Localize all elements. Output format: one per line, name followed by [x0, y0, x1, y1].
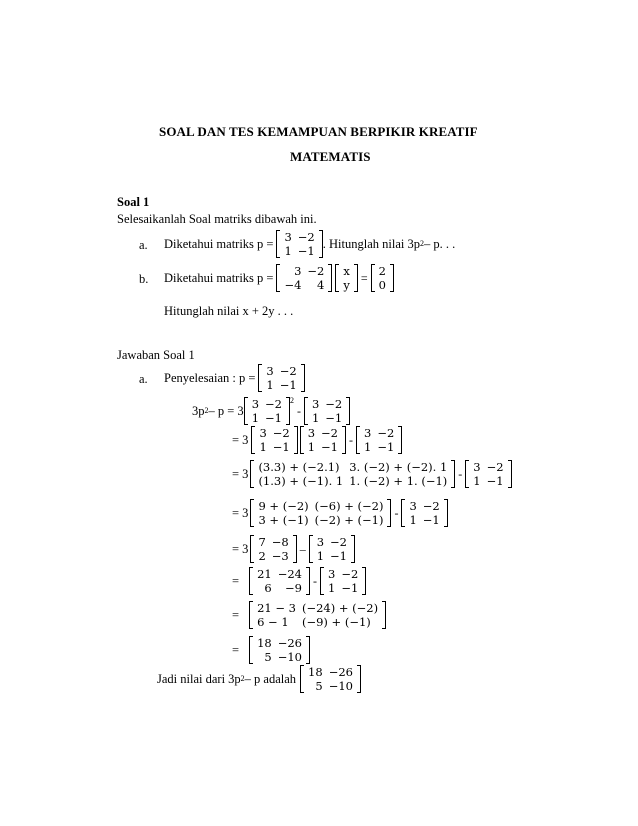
matrix-cell: 1: [316, 549, 325, 563]
matrix: [250, 460, 455, 488]
matrix-cell: −2: [272, 426, 290, 440]
conclusion-rest: – p adalah: [244, 672, 297, 686]
matrix-left-bracket: [401, 499, 405, 527]
equals-3: = 3: [232, 467, 249, 481]
matrix-left-bracket: [250, 535, 254, 563]
matrix-body: [254, 567, 305, 595]
item-b-question: Hitunglah nilai x + 2y . . .: [164, 304, 294, 318]
matrix-body: [281, 264, 327, 292]
matrix: [465, 460, 511, 488]
matrix-right-bracket: [390, 264, 394, 292]
matrix: [320, 567, 366, 595]
matrix-body: [309, 397, 345, 425]
matrix-cell: −2: [422, 499, 440, 513]
matrix-left-bracket: [249, 567, 253, 595]
matrix-cell: −2: [297, 230, 315, 244]
matrix-left-bracket: [465, 460, 469, 488]
answer-line-6: [232, 565, 366, 597]
matrix-right-bracket: [398, 426, 402, 454]
matrix-cell: 2: [258, 549, 266, 563]
matrix-cell: (−6) + (−2): [314, 499, 384, 513]
equals-sign: =: [360, 271, 368, 285]
matrix: [304, 397, 350, 425]
matrix: [356, 426, 402, 454]
matrix-body: [263, 364, 299, 392]
matrix-right-bracket: [293, 535, 297, 563]
matrix-cell: 1: [409, 513, 417, 527]
matrix-cell: 1: [259, 440, 267, 454]
matrix-cell: y: [343, 278, 350, 292]
matrix-cell: −9: [285, 581, 302, 595]
matrix-cell: 1: [327, 581, 336, 595]
answer-line-3: [232, 457, 512, 491]
item-b-line: [164, 262, 394, 294]
matrix: [244, 397, 290, 425]
matrix-cell: 1: [284, 244, 292, 258]
matrix-left-bracket: [300, 426, 304, 454]
matrix-cell: −10: [328, 679, 353, 693]
matrix-cell: −2: [341, 567, 359, 581]
matrix-body: [325, 567, 361, 595]
matrix-left-bracket: [276, 264, 280, 292]
matrix-right-bracket: [362, 567, 366, 595]
equals: =: [232, 643, 240, 657]
matrix: [249, 636, 310, 664]
matrix-cell: −1: [265, 411, 282, 425]
matrix-left-bracket: [250, 460, 254, 488]
matrix-cell: 3: [266, 364, 274, 378]
matrix-cell: 0: [378, 278, 386, 292]
matrix-cell: 3: [294, 264, 302, 278]
soal-heading: Soal 1: [117, 195, 150, 209]
matrix: [300, 426, 346, 454]
matrix-left-bracket: [304, 397, 308, 425]
matrix-cell: −1: [279, 378, 297, 392]
matrix-right-bracket: [294, 426, 298, 454]
matrix-left-bracket: [258, 364, 262, 392]
matrix-cell: 21 − 3: [257, 601, 296, 615]
matrix-cell: 4: [317, 278, 325, 292]
matrix-cell: −1: [321, 440, 338, 454]
matrix-body: [256, 426, 292, 454]
matrix-left-bracket: [335, 264, 339, 292]
matrix: [276, 230, 322, 258]
matrix-cell: 1. (−2) + 1. (−1): [349, 474, 448, 488]
minus-sign: -: [349, 433, 353, 447]
matrix-cell: −3: [271, 549, 289, 563]
matrix-body: [340, 264, 353, 292]
matrix-right-bracket: [328, 264, 332, 292]
equals-3: = 3: [232, 542, 249, 556]
equals: =: [232, 574, 240, 588]
matrix-cell: −1: [272, 440, 290, 454]
matrix-body: [376, 264, 389, 292]
minus-sign: –: [299, 542, 306, 556]
answer-line-5: [232, 533, 355, 565]
matrix-cell: −2: [265, 397, 282, 411]
matrix-left-bracket: [244, 397, 248, 425]
matrix-cell: −1: [486, 474, 504, 488]
answer-line-4: [232, 496, 448, 530]
matrix-body: [470, 460, 506, 488]
matrix-body: [254, 636, 305, 664]
matrix-right-bracket: [301, 364, 305, 392]
matrix-right-bracket: [508, 460, 512, 488]
matrix-right-bracket: [354, 264, 358, 292]
matrix-cell: 9 + (−2): [258, 499, 309, 513]
matrix-cell: x: [343, 264, 350, 278]
answer-label: Penyelesaian : p =: [164, 371, 256, 385]
answer-line-8: [232, 634, 310, 666]
conclusion-text: Jadi nilai dari 3p: [157, 672, 241, 686]
matrix-cell: 7: [258, 535, 266, 549]
matrix-cell: −2: [377, 426, 395, 440]
jawaban-heading: Jawaban Soal 1: [117, 348, 195, 362]
matrix-cell: 3 + (−1): [258, 513, 309, 527]
matrix-body: [255, 499, 386, 527]
matrix: [258, 364, 304, 392]
matrix-cell: 3: [311, 397, 320, 411]
matrix: [371, 264, 394, 292]
matrix-cell: 3: [364, 426, 372, 440]
matrix-right-bracket: [444, 499, 448, 527]
equals-3: = 3: [232, 506, 249, 520]
matrix-cell: −26: [328, 665, 353, 679]
matrix-left-bracket: [251, 426, 255, 454]
minus-sign: -: [312, 574, 317, 588]
matrix: [309, 535, 355, 563]
matrix-body: [254, 601, 381, 629]
matrix-cell: 2: [378, 264, 386, 278]
matrix-cell: 1: [307, 440, 316, 454]
matrix-right-bracket: [387, 499, 391, 527]
matrix: [401, 499, 447, 527]
matrix-cell: 1: [266, 378, 274, 392]
matrix-right-bracket: [342, 426, 346, 454]
matrix-body: [314, 535, 350, 563]
item-b-text: Diketahui matriks p =: [164, 271, 274, 285]
matrix-cell: 5: [264, 650, 272, 664]
matrix-cell: 3: [284, 230, 292, 244]
matrix-cell: −10: [277, 650, 302, 664]
matrix-cell: −2: [321, 426, 338, 440]
item-b-marker: b.: [139, 272, 149, 286]
matrix-left-bracket: [320, 567, 324, 595]
matrix-right-bracket: [306, 636, 310, 664]
matrix-cell: 3: [473, 460, 481, 474]
matrix-body: [305, 426, 341, 454]
answer-line-1: 3p 2 – p = 3 3 −2 1 −1 2 - 3 −2 1 −1: [192, 395, 350, 427]
matrix-body: [255, 535, 291, 563]
matrix-cell: 3. (−2) + (−2). 1: [349, 460, 448, 474]
answer-line-2: [232, 424, 402, 456]
matrix-cell: −26: [277, 636, 302, 650]
matrix-body: [305, 665, 356, 693]
matrix-right-bracket: [351, 535, 355, 563]
matrix: [251, 426, 297, 454]
matrix-right-bracket: [346, 397, 350, 425]
item-a-text-after: . Hitunglah nilai 3p: [322, 237, 420, 251]
matrix-body: [281, 230, 317, 258]
matrix-cell: −1: [297, 244, 315, 258]
matrix-left-bracket: [300, 665, 304, 693]
matrix-cell: −2: [486, 460, 504, 474]
matrix-cell: 3: [316, 535, 325, 549]
matrix-cell: −4: [284, 278, 302, 292]
matrix-cell: −2: [330, 535, 347, 549]
matrix-right-bracket: [306, 567, 310, 595]
matrix-cell: 3: [327, 567, 336, 581]
matrix: [249, 567, 310, 595]
answer-line-7: [232, 599, 386, 631]
matrix-cell: 18: [257, 636, 272, 650]
matrix-cell: 6: [264, 581, 272, 595]
matrix-cell: 21: [257, 567, 272, 581]
title-line-2: MATEMATIS: [290, 149, 371, 164]
matrix-left-bracket: [356, 426, 360, 454]
matrix: [300, 665, 361, 693]
matrix-left-bracket: [249, 601, 253, 629]
matrix-cell: −1: [341, 581, 359, 595]
matrix-cell: −2: [307, 264, 325, 278]
lhs-3p: 3p: [192, 404, 205, 418]
matrix-right-bracket: [357, 665, 361, 693]
matrix-cell: (3.3) + (−2.1): [258, 460, 340, 474]
equals: =: [232, 608, 240, 622]
matrix-left-bracket: [250, 499, 254, 527]
matrix-cell: −1: [377, 440, 395, 454]
matrix: [276, 264, 332, 292]
matrix-cell: (−9) + (−1): [301, 615, 371, 629]
matrix: [250, 535, 296, 563]
matrix: [250, 499, 391, 527]
matrix-left-bracket: [371, 264, 375, 292]
matrix-cell: −8: [271, 535, 289, 549]
matrix-cell: (−24) + (−2): [301, 601, 379, 615]
matrix-cell: 3: [307, 426, 316, 440]
matrix-left-bracket: [249, 636, 253, 664]
matrix: [335, 264, 358, 292]
item-a-line: Diketahui matriks p = 3 −2 1 −1 . Hitunglah nilai 3p 2 – p. . .: [164, 230, 456, 258]
matrix-body: [361, 426, 397, 454]
matrix-cell: (1.3) + (−1). 1: [258, 474, 344, 488]
matrix-cell: 3: [251, 397, 260, 411]
matrix-cell: 5: [315, 679, 323, 693]
item-a-text: Diketahui matriks p =: [164, 237, 274, 251]
matrix-right-bracket: [382, 601, 386, 629]
matrix-body: [406, 499, 442, 527]
minus-sign: -: [296, 404, 301, 418]
matrix-cell: 1: [473, 474, 481, 488]
matrix-cell: (−2) + (−1): [314, 513, 384, 527]
matrix-left-bracket: [309, 535, 313, 563]
matrix-cell: 1: [251, 411, 260, 425]
title-line-1: SOAL DAN TES KEMAMPUAN BERPIKIR KREATIF: [159, 124, 478, 139]
matrix-right-bracket: [451, 460, 455, 488]
minus-sign: -: [458, 467, 463, 481]
matrix-cell: 3: [409, 499, 417, 513]
answer-line-0: [164, 362, 305, 394]
equals-3: = 3: [232, 433, 249, 447]
minus-sign: -: [394, 506, 399, 520]
matrix-left-bracket: [276, 230, 280, 258]
matrix-cell: 3: [259, 426, 267, 440]
matrix-cell: −2: [325, 397, 343, 411]
matrix-cell: −1: [330, 549, 347, 563]
matrix-body: [255, 460, 450, 488]
conclusion-line: Jadi nilai dari 3p 2 – p adalah 18 −26 5 −10: [157, 663, 361, 695]
matrix: [249, 601, 386, 629]
soal-intro: Selesaikanlah Soal matriks dibawah ini.: [117, 212, 317, 226]
lhs-rest: – p = 3: [208, 404, 244, 418]
matrix-cell: −1: [422, 513, 440, 527]
item-a-marker: a.: [139, 238, 148, 252]
matrix-cell: −24: [277, 567, 302, 581]
answer-a-marker: a.: [139, 372, 148, 386]
matrix-cell: −1: [325, 411, 343, 425]
matrix-cell: 1: [311, 411, 320, 425]
item-a-text-end: – p. . .: [423, 237, 456, 251]
matrix-cell: 18: [308, 665, 323, 679]
matrix-cell: 1: [364, 440, 372, 454]
matrix-cell: −2: [279, 364, 297, 378]
matrix-body: [249, 397, 285, 425]
matrix-cell: 6 − 1: [257, 615, 289, 629]
